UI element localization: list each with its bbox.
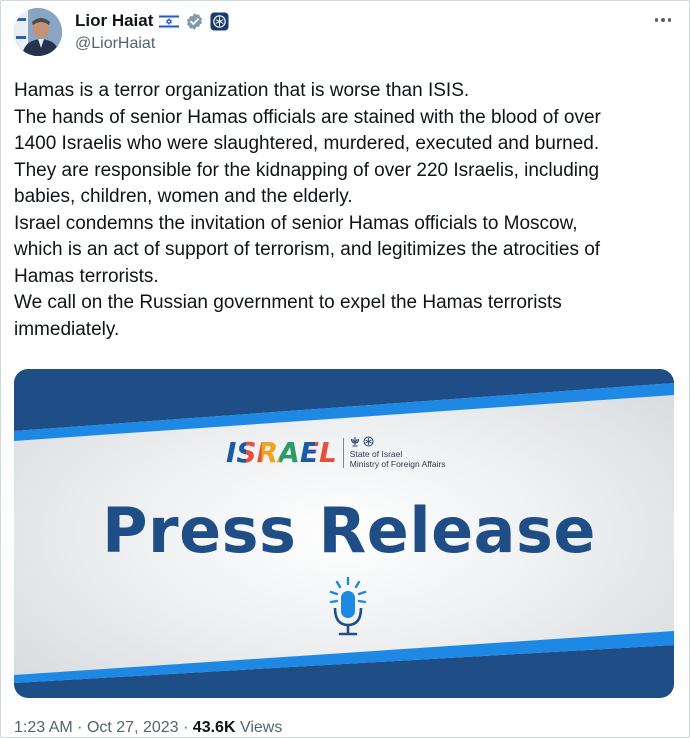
israel-flag-icon xyxy=(159,14,179,29)
israel-logo xyxy=(226,436,446,469)
views-count[interactable]: 43.6K xyxy=(192,719,236,736)
tweet-line: The hands of senior Hamas officials are stained with the blood of over xyxy=(14,106,601,128)
tweet-meta xyxy=(14,719,282,737)
meta-separator: · xyxy=(183,719,189,736)
author-row xyxy=(75,11,229,31)
tweet-line: We call on the Russian government to expel the Hamas terrorists xyxy=(14,292,562,313)
press-release-image[interactable] xyxy=(14,369,674,698)
ministry-block xyxy=(350,437,446,469)
press-release-title: Press Release xyxy=(102,494,596,567)
ministry-line-1: State of Israel xyxy=(349,449,403,459)
tweet-date[interactable]: Oct 27, 2023 xyxy=(86,719,179,736)
tweet-line: Hamas terrorists. xyxy=(14,265,159,287)
tweet-line: Israel condemns the invitation of senior Hamas officials to Moscow, xyxy=(14,212,578,234)
tweet-line: 1400 Israelis who were slaughtered, murdered, executed and burned. xyxy=(14,133,600,154)
avatar[interactable] xyxy=(14,8,62,56)
tweet-line: They are responsible for the kidnapping of over 220 Israelis, including xyxy=(14,159,600,181)
ministry-line-2: Ministry of Foreign Affairs xyxy=(349,459,446,469)
more-icon[interactable] xyxy=(650,10,676,30)
tweet-line: babies, children, women and the elderly. xyxy=(14,186,353,207)
government-affiliate-icon[interactable] xyxy=(210,12,229,31)
logo-divider xyxy=(343,438,344,468)
meta-separator: · xyxy=(77,719,83,736)
verified-badge-icon[interactable] xyxy=(185,12,204,31)
tweet-time[interactable]: 1:23 AM xyxy=(14,719,73,736)
tweet-line: which is an act of support of terrorism, and legitimizes the atrocities of xyxy=(14,239,601,260)
israel-wordmark: ISRAEL xyxy=(226,436,337,469)
tweet-text xyxy=(14,78,678,343)
tweet-line: immediately. xyxy=(14,318,120,340)
microphone-icon xyxy=(318,575,378,650)
tweet-line: Hamas is a terror organization that is worse than ISIS. xyxy=(14,80,470,101)
author-handle[interactable]: @LiorHaiat xyxy=(75,35,156,52)
views-label: Views xyxy=(239,719,283,736)
author-name[interactable]: Lior Haiat xyxy=(75,11,154,30)
